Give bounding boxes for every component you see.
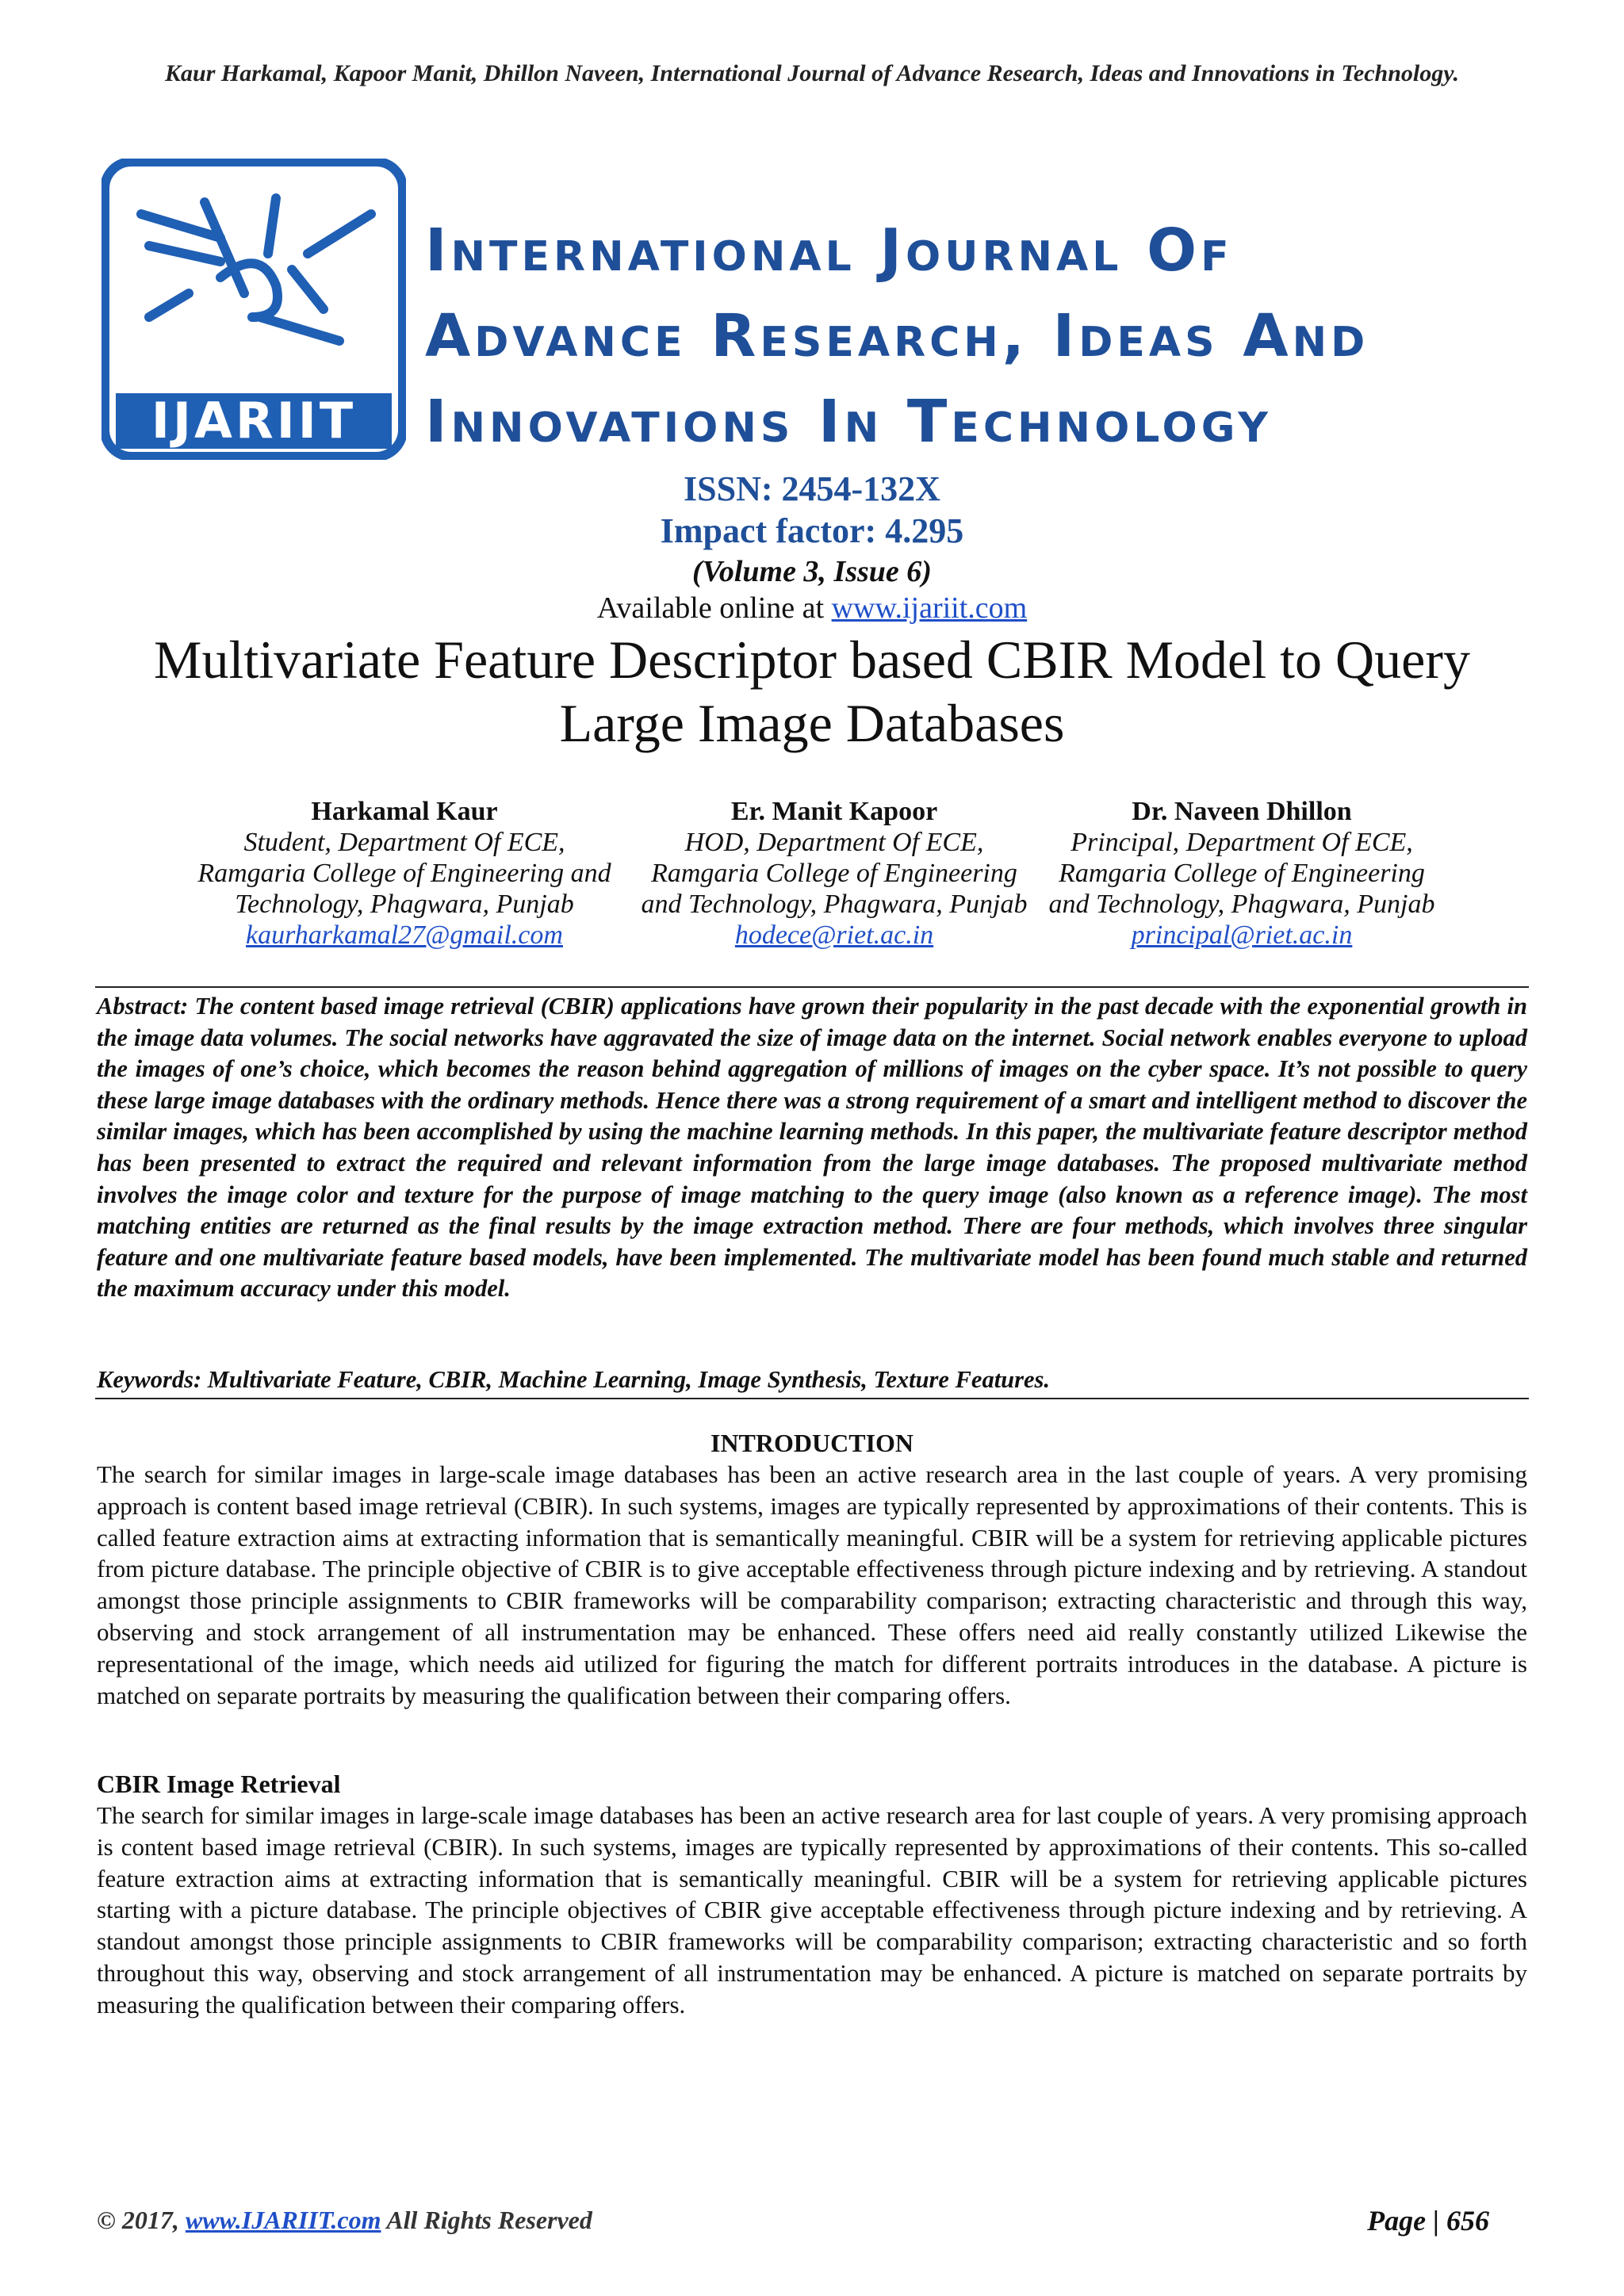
divider bbox=[95, 986, 1529, 988]
author-name: Er. Manit Kapoor bbox=[730, 797, 938, 826]
running-head: Kaur Harkamal, Kapoor Manit, Dhillon Naveen, International Journal of Advance Research, Ideas and Innovations in Technology. bbox=[165, 60, 1459, 86]
author-affiliation: Ramgaria College of Engineering bbox=[651, 859, 1017, 888]
ijariit-logo-icon bbox=[102, 159, 406, 460]
impact-factor: Impact factor: 4.295 bbox=[660, 511, 964, 550]
journal-name bbox=[425, 208, 1456, 465]
author-3 bbox=[1020, 796, 1464, 951]
journal-link[interactable]: www.ijariit.com bbox=[831, 591, 1028, 625]
section-heading-introduction: INTRODUCTION bbox=[710, 1429, 914, 1457]
author-affiliation: and Technology, Phagwara, Punjab bbox=[641, 890, 1028, 919]
page-number: Page | 656 bbox=[1367, 2205, 1489, 2237]
available-prefix: Available online at bbox=[596, 591, 832, 625]
keywords: Keywords: Multivariate Feature, CBIR, Machine Learning, Image Synthesis, Texture Features. bbox=[97, 1366, 1051, 1393]
copyright-suffix: All Rights Reserved bbox=[381, 2206, 592, 2234]
author-name: Harkamal Kaur bbox=[311, 797, 498, 826]
author-2 bbox=[612, 796, 1056, 951]
author-1 bbox=[182, 796, 626, 951]
journal-name-line2: Advance Research, Ideas And bbox=[425, 302, 1369, 370]
copyright-prefix: © 2017, bbox=[97, 2206, 186, 2234]
footer-link[interactable]: www.IJARIIT.com bbox=[185, 2206, 381, 2234]
footer-copyright bbox=[97, 2206, 592, 2235]
author-affiliation: Principal, Department Of ECE, bbox=[1071, 828, 1413, 857]
divider bbox=[95, 1398, 1529, 1399]
logo-text: IJARIIT bbox=[151, 392, 357, 450]
author-affiliation: and Technology, Phagwara, Punjab bbox=[1048, 890, 1435, 919]
title-line1: Multivariate Feature Descriptor based CBIR Model to Query bbox=[154, 629, 1470, 690]
issn: ISSN: 2454-132X bbox=[684, 469, 940, 508]
author-name: Dr. Naveen Dhillon bbox=[1132, 797, 1352, 826]
journal-name-line3: Innovations In Technology bbox=[425, 388, 1272, 456]
author-affiliation: Ramgaria College of Engineering bbox=[1059, 859, 1425, 888]
author-email[interactable]: principal@riet.ac.in bbox=[1131, 920, 1353, 950]
journal-name-line1: International Journal Of bbox=[425, 216, 1233, 285]
abstract: Abstract: The content based image retrieval (CBIR) applications have grown their popularity in the past decade with the exponential growth in the image data volumes. The social networks have aggravated the size of image data on the internet. Social network enables everyone to upload the images of one’s choice, which becomes the reason behind aggregation of millions of images on the cyber space. It’s not possible to query these large image databases with the ordinary methods. Hence there was a strong requirement of a smart and intelligent method to discover the similar images, which has been accomplished by using the machine learning methods. In this paper, the multivariate feature descriptor method has been presented to extract the required and relevant information from the large image databases. The proposed multivariate method involves the image color and texture for the purpose of image matching to the query image (also known as a reference image). The most matching entities are returned as the final results by the image extraction method. There are four methods, which involves three singular feature and one multivariate feature based models, have been implemented. The multivariate model has been found much stable and returned the maximum accuracy under this model. bbox=[97, 993, 1527, 1303]
author-affiliation: Technology, Phagwara, Punjab bbox=[235, 890, 574, 919]
title-line2: Large Image Databases bbox=[559, 693, 1065, 753]
available-online bbox=[0, 590, 1624, 626]
introduction-paragraph: The search for similar images in large-scale image databases has been an active research area in the last couple of years. A very promising approach is content based image retrieval (CBIR). In such systems, images are typically represented by approximations of their contents. This is called feature extraction aims at extracting information that is semantically meaningful. CBIR will be a system for retrieving applicable pictures from picture database. The principle objective of CBIR is to give acceptable effectiveness through picture indexing and by retrieving. A standout amongst those principle assignments to CBIR frameworks will be comparability comparison; extracting characteristic and through this way, observing and stock arrangement of all instrumentation may be enhanced. These offers need aid really constantly utilized Likewise the representational of the image, which needs aid utilized for figuring the match for different portraits introduces in the database. A picture is matched on separate portraits by measuring the qualification between their comparing offers. bbox=[97, 1460, 1527, 1709]
section-heading-cbir: CBIR Image Retrieval bbox=[97, 1770, 341, 1798]
paper-title bbox=[95, 628, 1529, 755]
author-email[interactable]: kaurharkamal27@gmail.com bbox=[246, 920, 563, 950]
volume-issue: (Volume 3, Issue 6) bbox=[692, 555, 932, 588]
author-email[interactable]: hodece@riet.ac.in bbox=[734, 920, 934, 950]
author-affiliation: Ramgaria College of Engineering and bbox=[197, 859, 611, 888]
cbir-paragraph: The search for similar images in large-scale image databases has been an active research area for last couple of years. A very promising approach is content based image retrieval (CBIR). In such systems, images are typically represented by approximations of their contents. This so-called feature extraction aims at extracting information that is semantically meaningful. CBIR will be a system for retrieving applicable pictures starting with a picture database. The principle objectives of CBIR give acceptable effectiveness through picture indexing and by retrieving. A standout amongst those principle assignments to CBIR frameworks will be comparability comparison; extracting characteristic and so forth throughout this way, observing and stock arrangement of all instrumentation may be enhanced. A picture is matched on separate portraits by measuring the qualification between their comparing offers. bbox=[97, 1801, 1527, 2019]
author-affiliation: Student, Department Of ECE, bbox=[243, 828, 565, 857]
author-affiliation: HOD, Department Of ECE, bbox=[684, 828, 984, 857]
